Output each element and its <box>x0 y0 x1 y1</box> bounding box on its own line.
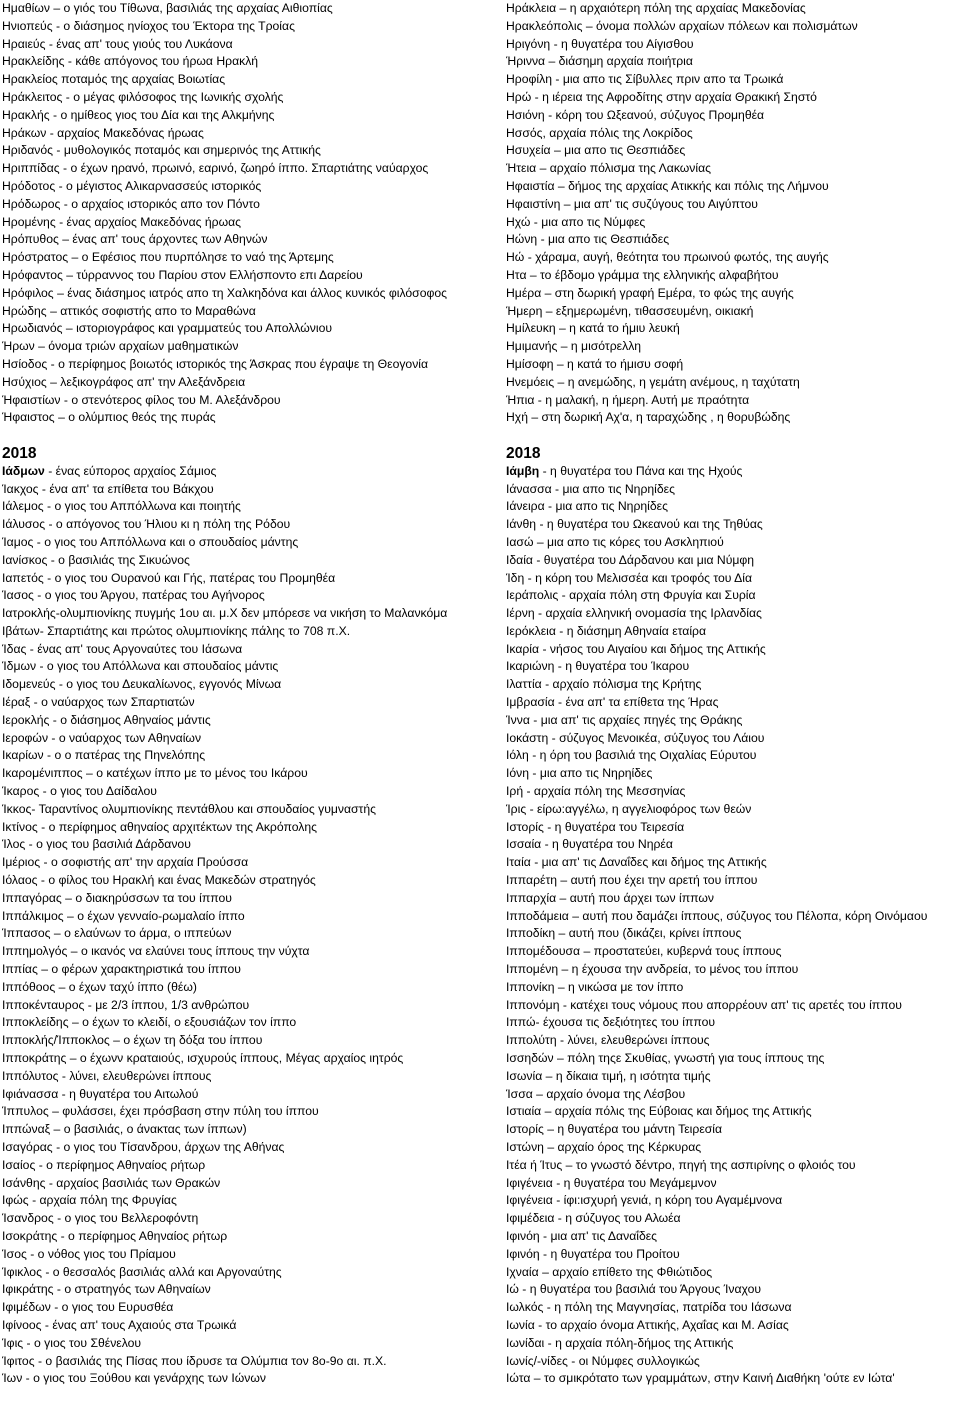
list-item <box>2 1228 500 1246</box>
list-item <box>2 498 500 516</box>
entry-text: Ιφίνοος - ένας απ' τους Αχαιούς στα Τρωικά <box>2 1317 237 1332</box>
list-item: Ηρωδιανός – ιστοριογράφος και γραμματεύς του Απολλώνιου <box>2 321 333 336</box>
entry-text: Ιππονίκη – η νικώσα με τον ίππο <box>506 979 684 994</box>
list-item <box>2 1210 500 1228</box>
list-item: Ησιόνη - κόρη του Ωξεανού, σύζυγος Προμηθέα <box>506 107 765 122</box>
list-item: Ηρομένης - ένας αρχαίος Μακεδόνας ήρωας <box>2 214 242 229</box>
entry-text: Ιερόκλεια - η διάσημη Αθηναία εταίρα <box>506 623 707 638</box>
entry-text: Ίδας - ένας απ' τους Αργοναύτες του Ιάσωνα <box>2 641 243 656</box>
list-item <box>2 1335 500 1353</box>
entry-text: Ισάνθης - αρχαίος βασιλιάς των Θρακών <box>2 1175 221 1190</box>
entry-text: Ιππάλκιμος – ο έχων γενναίο-ρωμαλαίο ίππο <box>2 908 245 923</box>
entry-text: Ιρή - αρχαία πόλη της Μεσσηνίας <box>506 784 686 799</box>
list-item <box>506 712 958 730</box>
list-item <box>506 961 958 979</box>
entry-text: Ιππαρέτη – αυτή που έχει την αρετή του ίππου <box>506 873 758 888</box>
entry-text: Ικτίνος - ο περίφημος αθηναίος αρχιτέκτων της Ακρόπολης <box>2 819 317 834</box>
entry-text: - ένας εύπορος αρχαίος Σάμιος <box>44 463 217 478</box>
entry-text: Ιδομενεύς - ο γιος του Δευκαλίωνος, εγγονός Μίνωα <box>2 677 282 692</box>
entry-text: Ιόνη - μια απο τις Νηρηίδες <box>506 766 653 781</box>
list-item: Ηρώδης – αττικός σοφιστής απο το Μαραθώνα <box>2 303 256 318</box>
list-item <box>506 1246 958 1264</box>
list-item <box>2 587 500 605</box>
entry-text: Ιοκάστη - σύζυγος Μενοικέα, σύζυγος του Λάιου <box>506 730 765 745</box>
entry-text: Ίφις - ο γιος του Σθένελου <box>2 1335 142 1350</box>
list-item: Ήτεια – αρχαίο πόλισμα της Λακωνίας <box>506 161 712 176</box>
list-item <box>506 481 958 499</box>
list-item: Ημίλευκη – η κατά το ήμιυ λευκή <box>506 321 680 336</box>
entry-text: Ιάνειρα - μια απο τις Νηρηίδες <box>506 499 668 514</box>
list-item: Ηχή – στη δωρική Αχ'α, η ταραχώδης , η θορυβώδης <box>506 410 791 425</box>
list-item <box>506 1210 958 1228</box>
entry-text: Ιφιάνασσα - η θυγατέρα του Αιτωλού <box>2 1086 199 1101</box>
entry-text: Ίλος - ο γιος του βασιλιά Δάρδανου <box>2 837 191 852</box>
entry-text: Ιέρνη - αρχαία ελληνική ονομασία της Ιρλανδίας <box>506 606 762 621</box>
list-item <box>2 463 500 481</box>
list-item: Ηρακλεόπολις – όνομα πολλών αρχαίων πόλεων και πολισμάτων <box>506 18 858 33</box>
list-item <box>506 1121 958 1139</box>
entry-text: Ιατροκλής-ολυμπιονίκης πυγμής 1ου αι. μ.Χ δεν μπόρεσε να νικήση το Μαλανκόμα <box>2 606 448 621</box>
list-item: Ήπια - η μαλακή, η ήμερη. Αυτή με πραότητα <box>506 392 750 407</box>
list-item <box>506 1317 958 1335</box>
list-item <box>506 1157 958 1175</box>
list-item: Ημιμανής – η μισότρελλη <box>506 339 642 354</box>
list-item: Ηχώ - μια απο τις Νύμφες <box>506 214 646 229</box>
list-item <box>506 516 958 534</box>
list-item <box>506 623 958 641</box>
list-item <box>506 1086 958 1104</box>
list-item: Ηνιοπεύς - ο διάσημος ηνίοχος του Έκτορα της Τροίας <box>2 18 295 33</box>
entry-text: Ιφικράτης - ο στρατηγός των Αθηναίων <box>2 1282 211 1297</box>
list-item: Ητα – το έβδομο γράμμα της ελληνικής αλφαβήτου <box>506 267 779 282</box>
list-item <box>2 1103 500 1121</box>
entry-text: Ιεροκλής - ο διάσημος Αθηναίος μάντις <box>2 712 211 727</box>
list-item <box>2 712 500 730</box>
entry-text: Ισαγόρας - ο γιος του Τίσανδρου, άρχων της Αθήνας <box>2 1140 285 1154</box>
list-item <box>2 694 500 712</box>
list-item <box>2 1299 500 1317</box>
list-item <box>2 516 500 534</box>
list-item <box>506 605 958 623</box>
list-item <box>2 1050 500 1068</box>
list-item <box>2 854 500 872</box>
list-item <box>506 1281 958 1299</box>
list-item <box>506 552 958 570</box>
entry-text: Ίσος - ο νόθος γιος του Πρίαμου <box>2 1246 176 1261</box>
list-item <box>2 836 500 854</box>
list-item <box>506 1353 958 1371</box>
entry-text: Ικαριώνη - η θυγατέρα του Ίκαρου <box>506 659 690 674</box>
list-item <box>2 641 500 659</box>
entry-text: Ιστιαία – αρχαία πόλις της Εύβοιας και δήμος της Αττικής <box>506 1104 812 1119</box>
list-item <box>506 694 958 712</box>
list-item: Ημαθίων – ο γιός του Τίθωνα, βασιλιάς της αρχαίας Αιθιοπίας <box>2 1 333 15</box>
list-item: Ηώ - χάραμα, αυγή, θεότητα του πρωινού φωτός, της αυγής <box>506 250 829 265</box>
list-item <box>2 872 500 890</box>
entry-text: Ιφινόη - η θυγατέρα του Προίτου <box>506 1246 680 1261</box>
list-item <box>2 676 500 694</box>
list-item <box>2 1370 500 1388</box>
list-item <box>2 1068 500 1086</box>
list-item: Ηριδανός - μυθολογικός ποταμός και σημερινός της Αττικής <box>2 143 321 158</box>
list-item <box>2 1264 500 1282</box>
entry-text: Ιππώναξ – ο βασιλιάς, ο άνακτας των ίππων) <box>2 1122 247 1137</box>
entry-text: Ιεροφών - ο ναύαρχος των Αθηναίων <box>2 730 202 745</box>
list-item <box>2 1175 500 1193</box>
list-item <box>506 997 958 1015</box>
entry-text: Ιπποκλείδης – ο έχων το κλειδί, ο εξουσιάζων τον ίππο <box>2 1015 297 1030</box>
list-item <box>2 1032 500 1050</box>
list-item <box>506 765 958 783</box>
left-year-heading: 2018 <box>2 444 37 462</box>
entry-text: Ιανίσκος - ο βασιλιάς της Σικυώνος <box>2 552 190 567</box>
entry-text: Ίασος - ο γιος του Άργου, πατέρας του Αγήνορος <box>2 588 265 603</box>
entry-text: Ιώτα – το σμικρότατο των γραμμάτων, στην Καινή Διαθήκη 'ούτε εν Ιώτα' <box>506 1371 895 1386</box>
list-item <box>2 1281 500 1299</box>
list-item <box>2 801 500 819</box>
list-item <box>2 658 500 676</box>
entry-text: Ιδαία - θυγατέρα του Δάρδανου και μια Νύμφη <box>506 552 755 567</box>
list-item: Ηφαιστίνη – μια απ' τις συζύγους του Αιγύπτου <box>506 196 758 211</box>
entry-text: Ιππολύτη - λύνει, ελευθερώνει ίππους <box>506 1033 710 1048</box>
list-item <box>506 570 958 588</box>
right-year-heading: 2018 <box>506 444 541 462</box>
list-item: Ηρακλής - ο ημίθεος γιος του Δία και της Αλκμήνης <box>2 107 275 122</box>
entry-text: Ιόλη - η όρη του βασιλιά της Οιχαλίας Εύρυτου <box>506 748 757 763</box>
list-item <box>506 1068 958 1086</box>
entry-text: Ισωνία – η δίκαια τιμή, η ισότητα τιμής <box>506 1068 711 1083</box>
list-item <box>2 979 500 997</box>
list-item <box>2 961 500 979</box>
entry-text: Ιλαττία - αρχαίο πόλισμα της Κρήτης <box>506 677 702 692</box>
entry-text: Ιάλεμος - ο γιος του Απ​πόλλωνα και ποιητής <box>2 499 241 514</box>
list-item: Ηράκλεια – η αρχαιότερη πόλη της αρχαίας Μακεδονίας <box>506 1 806 15</box>
entry-text: Ιφιμέδων - ο γιος του Ευρυσθέα <box>2 1300 174 1315</box>
list-item <box>506 908 958 926</box>
entry-text: Ιωνίς/-νίδες - οι Νύμφες συλλογικώς <box>506 1353 700 1368</box>
entry-text: Ιστορίς – η θυγατέρα του μάντη Τειρεσία <box>506 1122 723 1137</box>
list-item <box>506 658 958 676</box>
list-item: Ήμερη – εξημερωμένη, τιθασσευμένη, οικιακή <box>506 303 754 318</box>
entry-text: Ιππόλυτος - λύνει, ελευθερώνει ίππους <box>2 1068 212 1083</box>
right-column <box>506 0 958 1388</box>
entry-text: Ιππαρχία – αυτή που άρχει των ίππων <box>506 890 714 905</box>
entry-text: Ιππαγόρας – ο διακηρύσσων τα του ίππου <box>2 890 232 905</box>
entry-text: Ιπποδάμεια – αυτή που δαμάζει ίππους, σύζυγος του Πέλοπα, κόρη Οινόμαου <box>506 908 928 923</box>
left-iota-list <box>2 463 500 1388</box>
entry-text: Ίαμος - ο γιος του Απ​πόλλωνα και ο σπουδαίος μάντης <box>2 534 299 549</box>
list-item <box>2 1246 500 1264</box>
entry-text: Ιφιγένεια - ίφι:ισχυρή γενιά, η κόρη του Αγαμέμνονα <box>506 1193 783 1208</box>
entry-text: Ιάνασσα - μια απο τις Νηρηίδες <box>506 481 675 496</box>
entry-text: Ίακχος - ένα απ' τα επίθετα του Βάκχου <box>2 481 214 496</box>
list-item <box>2 943 500 961</box>
entry-text: Ίδη - η κόρη του Μελισσέα και τροφός του Δία <box>506 570 753 585</box>
list-item <box>506 641 958 659</box>
list-item: Ηροφίλη - μια απο τις Σίβυλλες πριν απο τα Τρωικά <box>506 72 784 87</box>
list-item: Ηρόφαντος – τύρραννος του Παρίου στον Ελλήσποντο επι Δαρείου <box>2 267 363 282</box>
entry-text: Ισσαία - η θυγατέρα του Νηρέα <box>506 837 673 852</box>
list-item: Ηρακλείδης - κάθε απόγονος του ήρωα Ηρακλή <box>2 54 259 69</box>
list-item <box>2 890 500 908</box>
list-item <box>506 1299 958 1317</box>
entry-text: Ιφώς - αρχαία πόλη της Φρυγίας <box>2 1193 177 1208</box>
list-item <box>2 1139 500 1157</box>
list-item <box>506 747 958 765</box>
list-item <box>506 1032 958 1050</box>
list-item: Ημίσοφη – η κατά το ήμισυ σοφή <box>506 356 684 371</box>
entry-text: Ιπποδίκη – αυτή που (δικάζει, κρίνει ίππους <box>506 926 742 941</box>
entry-text: Ιφινόη - μια απ' τις Δαναΐδες <box>506 1228 658 1243</box>
entry-text: Ιστώνη – αρχαίο όρος της Κέρκυρας <box>506 1140 702 1154</box>
list-item: Ησύχιος – λεξικογράφος απ' την Αλεξάνδρεια <box>2 374 246 389</box>
list-item <box>506 463 958 481</box>
list-item <box>506 783 958 801</box>
entry-text: Ιφιμέδεια - η σύζυγος του Αλωέα <box>506 1211 681 1226</box>
list-item <box>2 1317 500 1335</box>
list-item <box>2 570 500 588</box>
list-item: Ηφαιστία – δήμος της αρχαίας Ατικκής και πόλις της Λήμνου <box>506 178 829 193</box>
list-item: Ηριππίδας - ο έχων ηρανό, πρωινό, εαρινό, ζωηρό ίππο. Σπαρτιάτης ναύαρχος <box>2 161 429 176</box>
list-item: Ηρόφιλος – ένας διάσημος ιατρός απο τη Χαλκηδόνα και άλλος κυνικός φιλόσοφος <box>2 285 448 300</box>
list-item: Ησυχεία – μια απο τις Θεσπιάδες <box>506 143 686 158</box>
entry-text: Ισαίος - ο περίφημος Αθηναίος ρήτωρ <box>2 1157 206 1172</box>
entry-text: Ίππασος – ο ελαύνων το άρμα, ο ιππεύων <box>2 926 232 941</box>
left-column <box>2 0 500 1388</box>
entry-text: Ίσσα – αρχαίο όνομα της Λέσβου <box>506 1086 686 1101</box>
list-item: Ήφαιστος – ο ολύμπιος θεός της πυράς <box>2 410 216 425</box>
list-item <box>2 1014 500 1032</box>
list-item <box>506 1014 958 1032</box>
entry-text: Ιφιγένεια - η θυγατέρα του Μεγάμεμνον <box>506 1175 717 1190</box>
list-item <box>506 943 958 961</box>
list-item <box>2 925 500 943</box>
list-item <box>506 819 958 837</box>
entry-text: Ίρις - είρω:αγγέλω, η αγγελιοφόρος των θεών <box>506 801 752 816</box>
list-item: Ηνεμόεις – η ανεμώδης, η γεμάτη ανέμους, η ταχύτατη <box>506 374 800 389</box>
list-item <box>506 1228 958 1246</box>
entry-text: Ίδμων - ο γιος του Απόλλωνα και σπουδαίος μάντις <box>2 659 279 674</box>
entry-text: Ιμέριος - ο σοφιστής απ' την αρχαία Προύσσα <box>2 855 249 870</box>
list-item <box>506 730 958 748</box>
list-item: Ήρων – όνομα τριών αρχαίων μαθηματικών <box>2 339 239 354</box>
list-item <box>506 925 958 943</box>
list-item: Ηριγόνη - η θυγατέρα του Αίγισθου <box>506 36 694 51</box>
list-item: Ηώνη - μια απο τις Θεσπιάδες <box>506 232 670 247</box>
list-item <box>506 890 958 908</box>
list-item <box>506 801 958 819</box>
entry-text: Ίννα - μια απ' τις αρχαίες πηγές της Θράκης <box>506 712 743 727</box>
entry-text: Ιπποκράτης – ο έχωνν κραταιούς, ισχυρούς ίππους, Μέγας αρχαίος ιητρός <box>2 1051 404 1066</box>
entry-headword: Ιάδμων <box>2 463 45 478</box>
list-item: Ηρόδωρος - ο αρχαίος ιστορικός απο τον Πόντο <box>2 196 260 211</box>
list-item <box>506 1264 958 1282</box>
list-item <box>506 872 958 890</box>
right-eta-list <box>506 0 958 427</box>
entry-text: Ιππομένη – η έχουσα την ανδρεία, το μένος του ίππου <box>506 962 799 977</box>
entry-text: Ίππυλος – φυλάσσει, έχει πρόσβαση στην πύλη του ίππου <box>2 1104 319 1119</box>
entry-text: Ιστορίς - η θυγατέρα του Τειρεσία <box>506 819 685 834</box>
entry-text: Ίφικλος - ο θεσσαλός βασιλιάς αλλά και Αργοναύτης <box>2 1264 282 1279</box>
entry-text: Ιππώ- έχουσα τις δεξιότητες του ίππου <box>506 1015 716 1030</box>
entry-text: Ιαπετός - ο γιος του Ουρανού και Γής, πατέρας του Προμηθέα <box>2 570 336 585</box>
entry-text: Ιππόθοος – ο έχων ταχύ ίππο (θέω) <box>2 979 197 994</box>
section-gap <box>2 427 500 445</box>
list-item <box>506 1335 958 1353</box>
list-item <box>506 854 958 872</box>
list-item <box>2 783 500 801</box>
entry-text: Ισσηδών – πόλη τηςε Σκυθίας, γνωστή για τους ίππους της <box>506 1051 825 1066</box>
list-item <box>2 819 500 837</box>
entry-text: Ιταία - μια απ' τις Δαναΐδες και δήμος της Αττικής <box>506 855 767 870</box>
entry-text: Ικαρομένιππος – ο κατέχων ίππο με το μένος του Ικάρου <box>2 766 308 781</box>
list-item <box>2 623 500 641</box>
list-item <box>2 1086 500 1104</box>
list-item: Ηράκων - αρχαίος Μακεδόνας ήρωας <box>2 125 204 140</box>
list-item <box>506 587 958 605</box>
entry-text: Ιωνία - το αρχαίο όνομα Αττικής, Αχαΐας και Μ. Ασίας <box>506 1317 789 1332</box>
list-item <box>2 552 500 570</box>
list-item <box>2 1353 500 1371</box>
list-item <box>2 747 500 765</box>
list-item <box>506 1192 958 1210</box>
list-item: Ηρόστρατος – ο Εφέσιος που πυρπόλησε το ναό της Άρτεμης <box>2 250 334 265</box>
list-item: Ηρακλείος ποταμός της αρχαίας Βοιωτίας <box>2 72 226 87</box>
entry-text: Ιβάτων- Σπαρτιάτης και πρώτος ολυμπιονίκης πάλης το 708 π.Χ. <box>2 623 351 638</box>
entry-text: Ιππίας – ο φέρων χαρακτηριστικά του ίππου <box>2 962 241 977</box>
list-item <box>2 534 500 552</box>
list-item: Ήριννα – διάσημη αρχαία ποιήτρια <box>506 54 693 69</box>
list-item <box>506 534 958 552</box>
list-item <box>2 1121 500 1139</box>
list-item <box>2 1157 500 1175</box>
entry-text: Ιχναία – αρχαίο επίθετο της Φθιώτιδος <box>506 1264 713 1279</box>
list-item: Ηραιεύς - ένας απ' τους γιούς του Λυκάονα <box>2 36 233 51</box>
section-gap <box>506 427 958 445</box>
entry-text: Ιππημολγός – ο ικανός να ελαύνει τους ίππους την νύχτα <box>2 944 310 959</box>
entry-text: Ιωνίδαι - η αρχαία πόλη-δήμος της Αττικής <box>506 1335 734 1350</box>
entry-text: Ιωλκός - η πόλη της Μαγνησίας, πατρίδα του Ιάσωνα <box>506 1300 792 1315</box>
list-item <box>2 730 500 748</box>
entry-text: Ιέραξ - ο ναύαρχος των Σπαρτιατών <box>2 695 195 710</box>
entry-text: Ίσανδρος - ο γιος του Βελλεροφόντη <box>2 1211 199 1226</box>
entry-headword: Ιάμβη <box>506 463 540 478</box>
list-item: Ησσός, αρχαία πόλις της Λοκρίδος <box>506 125 693 140</box>
list-item <box>506 1370 958 1388</box>
list-item <box>2 997 500 1015</box>
entry-text: Ιόλαος - ο φίλος του Ηρακλή και ένας Μακεδών στρατηγός <box>2 873 316 888</box>
entry-text: Ικαρίων - ο ο πατέρας της Πηνελόπης <box>2 748 206 763</box>
entry-text: Ίκαρος - ο γιος του Δαίδαλου <box>2 784 157 799</box>
list-item <box>506 836 958 854</box>
entry-text: Ισοκράτης - ο περίφημος Αθηναίος ρήτωρ <box>2 1228 228 1243</box>
entry-text: Ικαρία - νήσος του Αιγαίου και δήμος της Αττικής <box>506 641 766 656</box>
list-item <box>506 979 958 997</box>
left-eta-list <box>2 0 500 427</box>
list-item: Ηρόδοτος - ο μέγιστος Αλικαρνασσεύς ιστορικός <box>2 178 262 193</box>
list-item <box>506 1139 958 1157</box>
list-item <box>506 1175 958 1193</box>
entry-text: Ίφιτος - ο βασιλιάς της Πίσας που ίδρυσε τα Ολύμπια τον 8ο-9ο αι. π.Χ. <box>2 1353 387 1368</box>
list-item <box>2 481 500 499</box>
list-item <box>2 765 500 783</box>
entry-text: Ιασώ – μια απο τις κόρες του Ασκληπιού <box>506 534 724 549</box>
entry-text: Ιπποκένταυρος - με 2/3 ίππου, 1/3 ανθρώπου <box>2 997 250 1012</box>
entry-text: Ιώ - η θυγατέρα του βασιλιά του Άργους Ίναχου <box>506 1282 762 1297</box>
list-item: Ησίοδος - ο περίφημος βοιωτός ιστορικός της Άσκρας που έγραψε τη Θεογονία <box>2 356 429 371</box>
entry-text: - η θυγατέρα του Πάνα και της Ηχούς <box>539 463 743 478</box>
list-item <box>2 908 500 926</box>
list-item: Ημέρα – στη δωρική γραφή Εμέρα, το φώς της αυγής <box>506 285 794 300</box>
list-item: Ήφαιστίων - ο στενότερος φίλος του Μ. Αλεξάνδρου <box>2 392 281 407</box>
entry-text: Ιππονόμη - κατέχει τους νόμους που απορρέουν απ' τις αρετές του ίππου <box>506 997 902 1012</box>
list-item <box>2 1192 500 1210</box>
list-item <box>2 605 500 623</box>
entry-text: Ιπποκλής/Ίπποκλος – ο έχων τη δόξα του ίππου <box>2 1033 263 1048</box>
list-item: Ηρόπυθος – ένας απ' τους άρχοντες των Αθηνών <box>2 232 268 247</box>
list-item <box>506 1103 958 1121</box>
list-item <box>506 498 958 516</box>
entry-text: Ιάλυσος - ο απόγονος του Ήλιου κι η πόλη της Ρόδου <box>2 517 291 532</box>
entry-text: Ίκκος- Ταραντίνος ολυμπιονίκης πεντάθλου και σπουδαίος γυμναστής <box>2 801 377 816</box>
entry-text: Ίων - ο γιος του Ξούθου και γενάρχης των Ιώνων <box>2 1371 266 1386</box>
entry-text: Ιάνθη - η θυγατέρα του Ωκεανού και της Τηθύας <box>506 517 763 532</box>
right-iota-list <box>506 463 958 1388</box>
entry-text: Ιτέα ή Ίτυς – το γνωστό δέντρο, πηγή της ασπιρίνης ο φλοιός του <box>506 1157 856 1172</box>
list-item: Ηράκλειτος - ο μέγας φιλόσοφος της Ιωνικής σχολής <box>2 89 284 104</box>
list-item <box>506 1050 958 1068</box>
list-item: Ηρώ - η ιέρεια της Αφροδίτης στην αρχαία Θρακική Σηστό <box>506 89 817 104</box>
entry-text: Ιππομέδουσα – προστατεύει, κυβερνά τους ίππους <box>506 944 782 959</box>
entry-text: Ιεράπολις - αρχαία πόλη στη Φρυγία και Συρία <box>506 588 756 603</box>
list-item <box>506 676 958 694</box>
entry-text: Ιμβρασία - ένα απ' τα επίθετα της Ήρας <box>506 695 719 710</box>
